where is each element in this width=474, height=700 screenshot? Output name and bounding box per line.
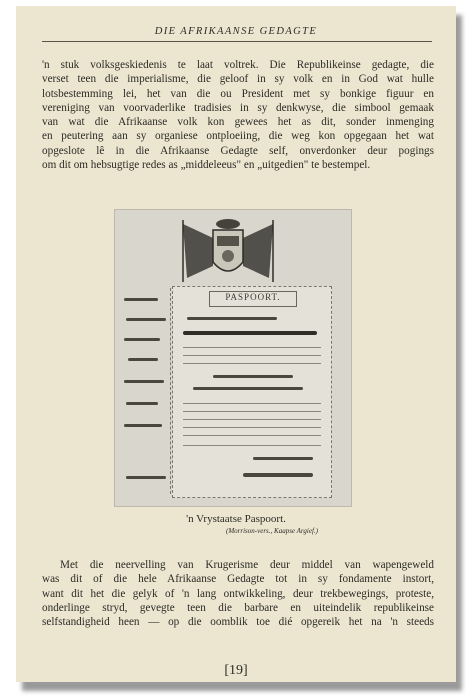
coat-of-arms-illustration xyxy=(173,216,283,286)
handwriting-stroke xyxy=(124,380,164,383)
passport-counterfoil xyxy=(120,288,171,494)
page-number: [19] xyxy=(224,663,248,678)
text-line: van wat die Afrikaanse volk kon gewees het as dit, sonder inmenging xyxy=(42,116,434,129)
text-line: vereniging van voorvaderlike tradisies in sy denkwyse, die simbool gemaak xyxy=(42,101,434,114)
form-line xyxy=(183,363,321,364)
passport-heading: PASPOORT. xyxy=(209,291,297,307)
text-line: selfstandigheid heen — op die oomblik toe dié opgereik het na 'n steeds xyxy=(42,616,434,629)
text-line: onderlinge stryd, gevegte teen die barbare en uiteindelik republikeinse xyxy=(42,601,434,614)
form-line xyxy=(183,355,321,356)
handwriting-stroke xyxy=(124,298,158,301)
form-line xyxy=(183,411,321,412)
book-page xyxy=(16,6,456,682)
handwriting-stroke xyxy=(213,375,293,378)
figure-caption: 'n Vrystaatse Paspoort. xyxy=(186,513,286,525)
handwriting-stroke xyxy=(124,338,160,341)
running-header: DIE AFRIKAANSE GEDAGTE xyxy=(154,26,318,37)
text-line: verset teen die imperialisme, die geloof in sy volk en in God wat hulle xyxy=(42,73,434,86)
text-line: was dit of die hele Afrikaanse Gedagte tot in sy fondamente instort, xyxy=(42,573,434,586)
passport-document xyxy=(172,286,332,498)
paragraph-1 xyxy=(42,58,434,172)
handwriting-stroke xyxy=(126,318,166,321)
handwriting-stroke xyxy=(253,457,313,460)
form-line xyxy=(183,435,321,436)
text-line: en peutering aan sy organiese ontploeiing, die weg kon opgegaan het wat xyxy=(42,130,434,143)
passport-photograph xyxy=(114,209,352,507)
form-line xyxy=(183,419,321,420)
paragraph-2 xyxy=(42,558,434,629)
handwriting-stroke xyxy=(128,358,158,361)
form-line xyxy=(183,427,321,428)
text-line: 'n stuk volksgeskiedenis te laat voltrek. Die Republikeinse gedagte, die xyxy=(42,59,434,71)
header-rule xyxy=(42,41,432,42)
form-line xyxy=(183,347,321,348)
form-line xyxy=(183,445,321,446)
figure-credit: (Morrison-vers., Kaapse Argief.) xyxy=(226,527,318,535)
text-line: lotsbestemming lei, het van die ou President met sy bonkige figuur en xyxy=(42,87,434,100)
text-line: opgeslote lê in die Afrikaanse Gedagte self, onverdonker deur pogings xyxy=(42,144,434,157)
handwriting-stroke xyxy=(187,317,277,320)
signature-stroke xyxy=(243,473,313,477)
text-line: want dit het die gelyk of 'n lang ontwikkeling, deur trekbewegings, proteste, xyxy=(42,587,434,600)
handwriting-stroke xyxy=(126,402,158,405)
form-line xyxy=(183,403,321,404)
handwriting-stroke xyxy=(193,387,303,390)
printed-heading-stroke xyxy=(183,331,317,335)
handwriting-stroke xyxy=(124,424,162,427)
text-line: om dit om hebsugtige redes as „middeleeus" en „uitgedien" te bestempel. xyxy=(42,159,371,172)
handwriting-stroke xyxy=(126,476,166,479)
text-line: Met die neervelling van Krugerisme deur middel van wapengeweld xyxy=(60,559,434,571)
